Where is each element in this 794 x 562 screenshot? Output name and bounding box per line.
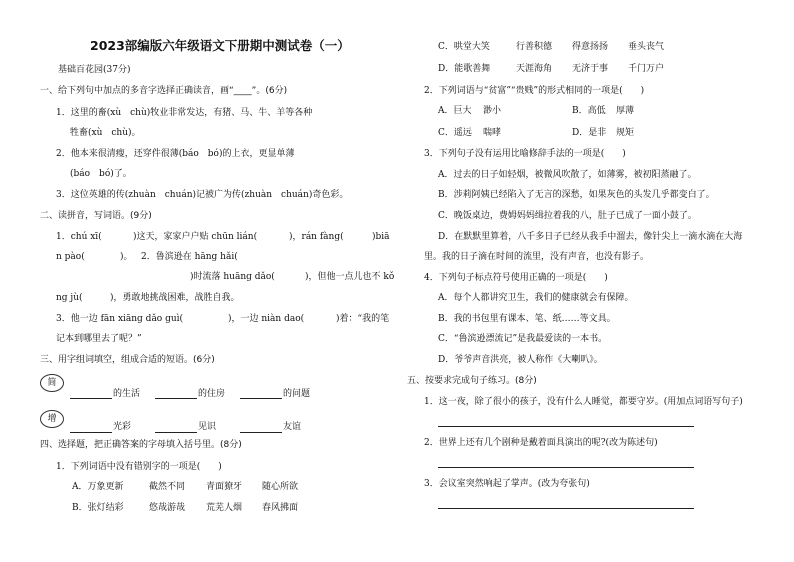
q4-b-1: B．张灯结彩 (72, 503, 124, 513)
answer-line-3[interactable] (438, 508, 694, 509)
q2-l1b: )这天，家家户户贴 chūn lián( (133, 232, 258, 242)
blank-line[interactable] (155, 432, 197, 433)
q1-s2b: (báo bó)了。 (70, 169, 132, 179)
q4-a-4: 随心所欲 (262, 482, 299, 492)
q4-3-d2: 里。我的日子滴在时间的流里，没有声音，也没有影子。 (424, 252, 650, 262)
q1-heading: 一、给下列句中加点的多音字选择正确读音，画“____”。(6分) (40, 86, 288, 96)
q4-3-c: C．晚饭桌边，费姆妈妈缉拉着我的八，肚子已成了一面小鼓了。 (438, 211, 697, 221)
q4-a-1: A．万象更新 (72, 482, 124, 492)
q4-s1: 1．下列词语中没有错别字的一项是( ) (56, 462, 222, 472)
q4-2-b2: 厚薄 (616, 106, 635, 116)
q2-l3b: )，勇敢地挑战困难，战胜自我。 (110, 293, 240, 303)
blank-line[interactable] (240, 398, 282, 399)
q4-option-c (0, 38, 794, 53)
page-title: 2023部编版六年级语文下册期中测试卷（一） (90, 38, 350, 53)
q2-line3 (0, 272, 400, 283)
q4-3-b: B．涉莉阿姨已经陷入了无言的深愁，如果灰色的头发几乎都变白了。 (438, 190, 715, 200)
cloud-char-jian: 简 (40, 374, 64, 392)
q4-a-3: 青面獠牙 (206, 482, 243, 492)
q4-2-a: A．巨大 (438, 106, 472, 116)
q2-l3a: ng jù( (56, 293, 83, 303)
q2-l1c: )，rán fàng( (289, 232, 344, 242)
q2-l2b: )。 (120, 252, 133, 262)
q4-2-stem: 2．下列词语与“贫富”“贵贱”的形式相同的一项是( ) (424, 86, 645, 96)
q4-option-a (0, 482, 400, 493)
blank-line[interactable] (155, 398, 197, 399)
q2-l2c: 2．鲁滨逊在 hāng hǎi( (141, 252, 238, 262)
q2-l2a: n pào( (56, 252, 85, 262)
q4-b-3: 荒芜人烟 (206, 503, 243, 513)
q5-s2: 2．世界上还有几个剧种是戴着面具演出的呢?(改为陈述句) (424, 438, 658, 448)
q1-s3: 3．这位英雄的传(zhuàn chuán)记被广为传(zhuàn chuán)奇色彩。 (56, 190, 349, 200)
q4-4-d: D．爷爷声音洪亮，被人称作《大喇叭》。 (438, 355, 603, 365)
q3-r2-1: 光彩 (113, 422, 132, 432)
q4-b-4: 春风拂面 (262, 503, 299, 513)
part-heading: 基础百花园(37分) (58, 65, 131, 75)
q4-2-row2 (0, 128, 794, 139)
q3-r1-3: 的问题 (283, 389, 311, 399)
q4-d-4: 千门万户 (628, 64, 665, 74)
cloud-char-zeng: 增 (40, 410, 64, 428)
q2-line5 (0, 314, 400, 325)
q4-2-b: B．高低 (572, 106, 606, 116)
q2-line4 (0, 293, 400, 304)
q4-c-1: C．哄堂大笑 (438, 42, 490, 52)
q2-l1a: 1．chú xī( (56, 232, 102, 242)
q2-line1 (0, 232, 400, 243)
q1-s1b: 牲畜(xù chù)。 (70, 128, 141, 138)
blank-line[interactable] (70, 432, 112, 433)
q3-r2-2: 见识 (198, 422, 217, 432)
q4-4-stem: 4．下列句子标点符号使用正确的一项是( ) (424, 273, 608, 283)
q2-l4c: )着：“我的笔 (336, 314, 390, 324)
q4-a-2: 截然不同 (149, 482, 186, 492)
q5-s1: 1．这一夜，除了很小的孩子，没有什么人睡觉，都要守岁。(用加点词语写句子) (424, 397, 743, 407)
q2-line2 (0, 252, 400, 263)
q2-l1d: )biā (372, 232, 390, 242)
q5-heading: 五、按要求完成句子练习。(8分) (407, 376, 537, 386)
q4-d-2: 天涯海角 (516, 64, 553, 74)
q1-s2a: 2．他本来很清瘦，还穿件很薄(báo bó)的上衣，更显单薄 (56, 149, 295, 159)
q4-3-stem: 3．下列句子没有运用比喻修辞手法的一项是( ) (424, 149, 626, 159)
q2-l2e: )，但他一点儿也不 kǒ (305, 272, 395, 282)
q4-3-a: A．过去的日子如轻烟，被微风吹散了，如薄雾，被初阳蒸融了。 (438, 170, 697, 180)
q4-heading: 四、选择题，把正确答案的字母填入括号里。(8分) (40, 440, 242, 450)
blank-line[interactable] (70, 398, 112, 399)
q4-c-4: 垂头丧气 (628, 42, 665, 52)
q4-4-a: A．每个人都讲究卫生，我们的健康就会有保障。 (438, 293, 634, 303)
q3-heading: 三、用字组词填空，组成合适的短语。(6分) (40, 355, 215, 365)
q3-r1-1: 的生活 (113, 389, 141, 399)
q4-d-3: 无济于事 (572, 64, 609, 74)
q4-2-c2: 喘哮 (483, 128, 502, 138)
q2-l4b: )，一边 niàn dao( (228, 314, 305, 324)
answer-line-1[interactable] (438, 426, 694, 427)
q4-c-3: 得意扬扬 (572, 42, 609, 52)
q4-c-2: 行善积德 (516, 42, 553, 52)
q2-l2d: )时流落 huāng dǎo( (190, 272, 275, 282)
q2-l4a: 3．他一边 fān xiāng dǎo guì( (56, 314, 184, 324)
q4-2-row1 (0, 106, 794, 117)
q3-r1-2: 的住房 (198, 389, 226, 399)
q1-s1a: 1．这里的畜(xù chù)牧业非常发达，有猪、马、牛、羊等各种 (56, 108, 313, 118)
q4-4-b: B．我的书包里有课本、笔、纸……等文具。 (438, 314, 616, 324)
answer-line-2[interactable] (438, 467, 694, 468)
q2-l5: 记本到哪里去了呢？” (56, 334, 142, 344)
q4-b-2: 悠哉游哉 (149, 503, 186, 513)
q4-2-d2: 规矩 (616, 128, 635, 138)
q2-heading: 二、读拼音，写词语。(9分) (40, 211, 152, 221)
q5-s3: 3．会议室突然响起了掌声。(改为夸张句) (424, 479, 590, 489)
q4-3-d1: D．在默默里算着，八千多日子已经从我手中溜去，像针尖上一滴水滴在大海 (438, 232, 743, 242)
q4-2-a2: 渺小 (483, 106, 502, 116)
q4-2-c: C．遥远 (438, 128, 472, 138)
q4-option-d (0, 64, 794, 75)
q4-2-d: D．是非 (572, 128, 607, 138)
q4-d-1: D．能歌善舞 (438, 64, 491, 74)
q4-option-b (0, 503, 400, 514)
q3-r2-3: 友谊 (283, 422, 302, 432)
blank-line[interactable] (240, 432, 282, 433)
q4-4-c: C．“鲁滨逊漂流记”是我最爱读的一本书。 (438, 334, 608, 344)
